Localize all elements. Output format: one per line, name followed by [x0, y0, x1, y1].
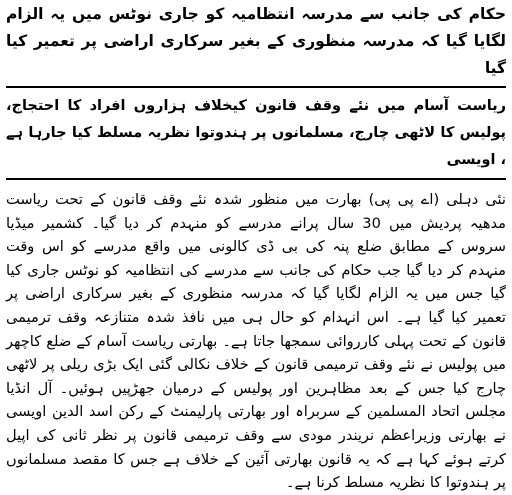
subheadline-divider [6, 178, 506, 180]
headline-divider [6, 86, 506, 88]
subheadline: ریاست آسام میں نئے وقف قانون کیخلاف ہزاروں افراد کا احتجاج، پولیس کا لاٹھی چارج، مسلمانوں پر ہندوتوا نظریہ مسلط کیا جارہا ہے ، اویسی [6, 98, 506, 168]
article-body: نئی دہلی (اے پی پی) بھارت میں منظور شدہ نئے وقف قانون کے تحت ریاست مدھیہ پردیش میں 30 سال پرانے مدرسے کو منہدم کر دیا گیا۔ کشمیر میڈیا سروس کے مطابق ضلع پنہ کی بی ڈی کالونی میں واقع مدرسے کو اس وقت منہدم کر دیا گیا جب حکام کی جانب سے مدرسے کی انتظامیہ کو نوٹس جاری کیا گیا جس میں یہ الزام لگایا گیا کہ مدرسہ منظوری کے بغیر سرکاری اراضی پر تعمیر کیا گیا ہے۔ اس انہدام کو حال ہی میں نافذ شدہ متنازعہ وقف ترمیمی قانون کے تحت پہلی کارروائی سمجھا جاتا ہے۔ بھارتی ریاست آسام کے ضلع کاچھر میں پولیس نے نئے وقف ترمیمی قانون کے خلاف نکالی گئی ایک بڑی ریلی پر لاٹھی چارج کیا جس کے بعد مظاہرین اور پولیس کے درمیان جھڑپیں ہوئیں۔ آل انڈیا مجلس اتحاد المسلمین کے سربراہ اور بھارتی پارلیمنٹ کے رکن اسد الدین اویسی نے بھارتی وزیراعظم نریندر مودی سے وقف ترمیمی قانون پر نظر ثانی کی اپیل کرتے ہوئے کہا ہے کہ یہ قانون بھارتی آئین کے خلاف ہے جس کا مقصد مسلمانوں پر ہندوتوا کا نظریہ مسلط کرنا ہے۔ [6, 191, 507, 492]
headline: حکام کی جانب سے مدرسہ انتظامیہ کو جاری نوٹس میں یہ الزام لگایا گیا کہ مدرسہ منظوری کے بغیر سرکاری اراضی پر تعمیر کیا گیا [6, 5, 506, 77]
